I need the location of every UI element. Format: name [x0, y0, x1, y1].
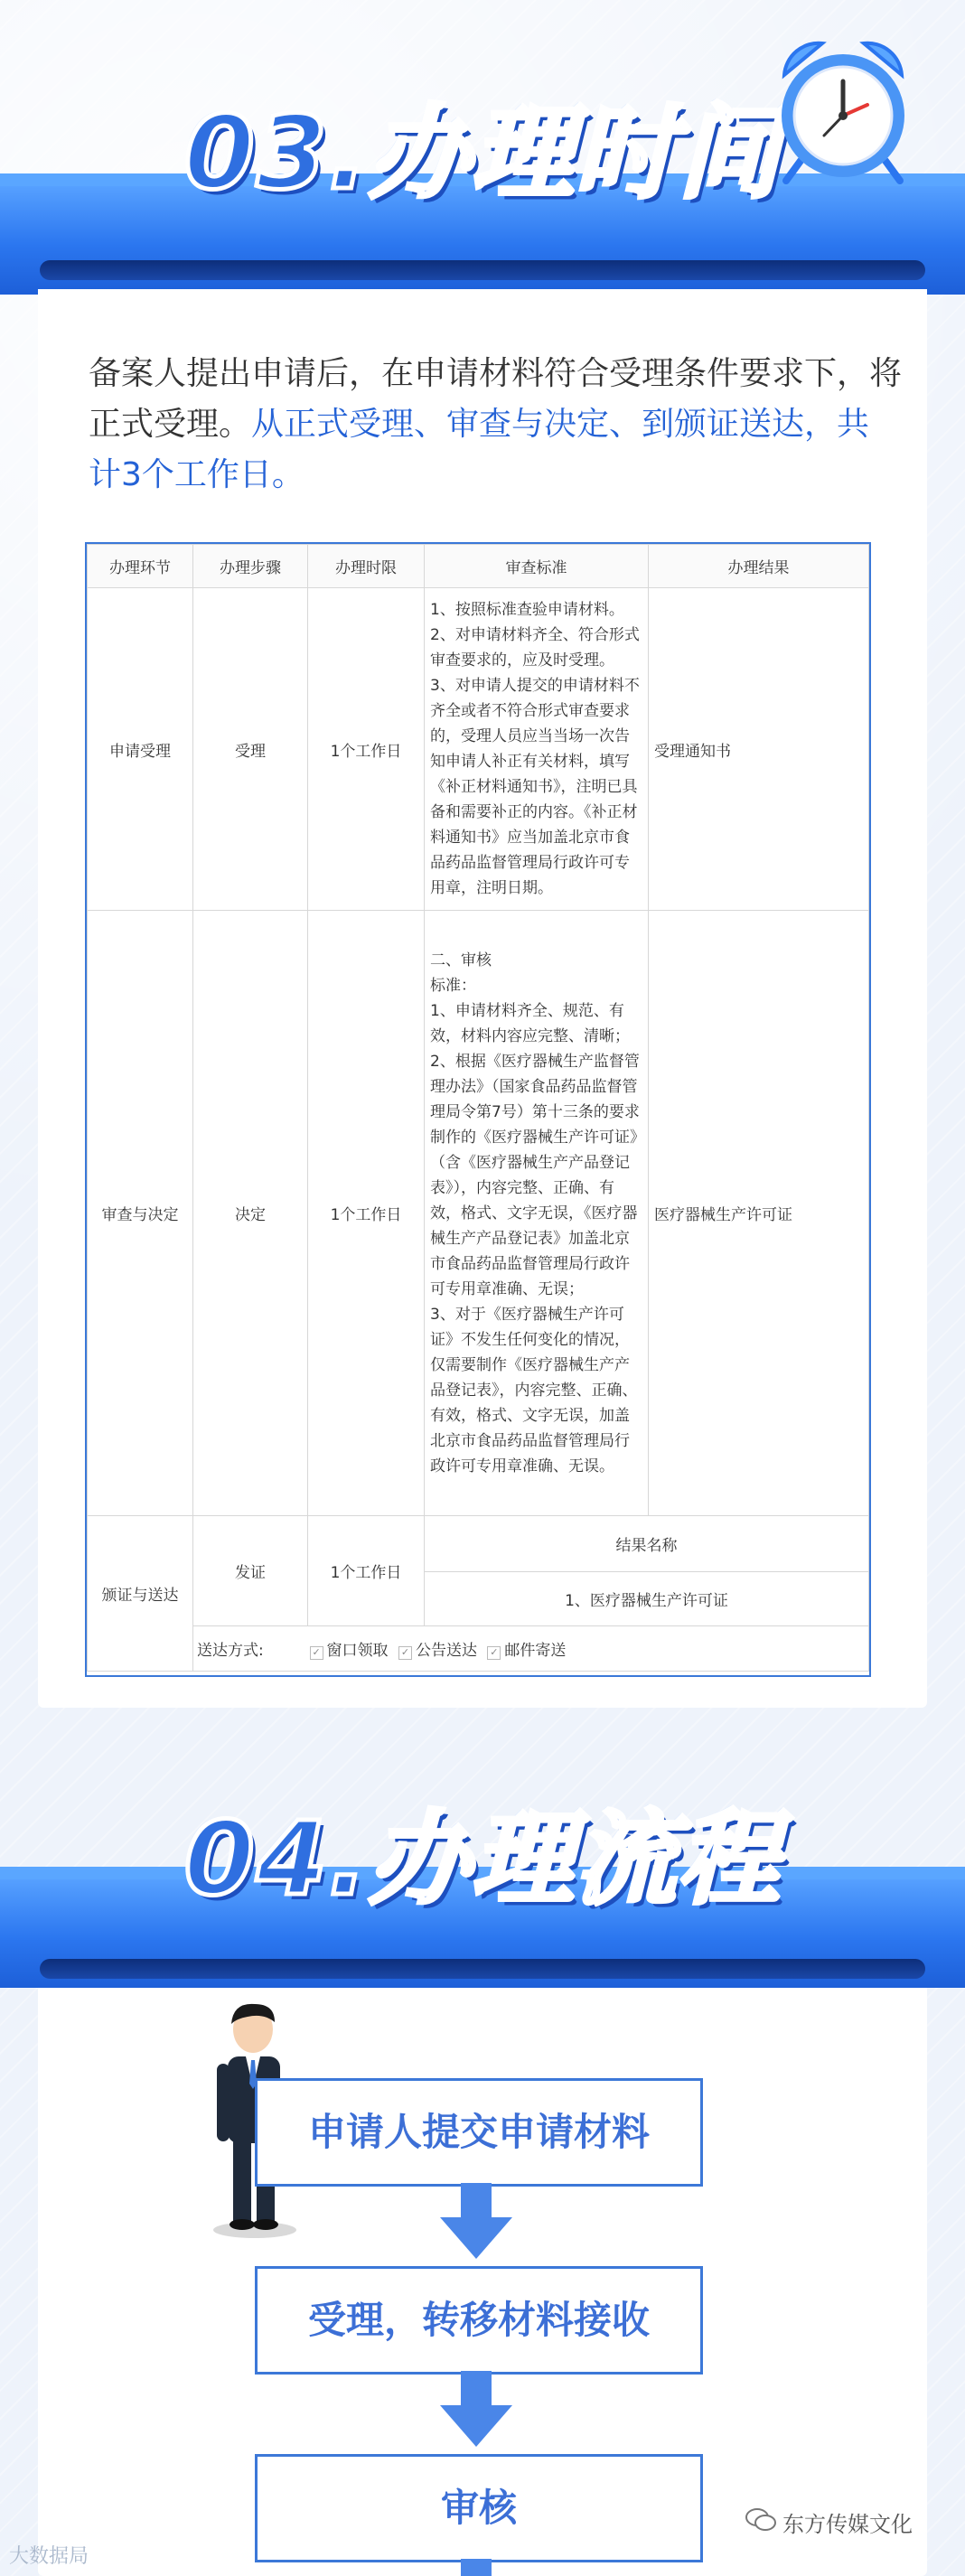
checkbox-icon[interactable]: ✓: [398, 1646, 412, 1660]
section-title-time: 03.办理时间: [183, 95, 782, 212]
step-cell: 决定: [193, 911, 308, 1516]
banner-rod: [40, 260, 925, 280]
result-item-cell: 1、医疗器械生产许可证: [425, 1572, 869, 1626]
result-name-header: 结果名称: [425, 1516, 869, 1572]
alarm-clock-icon: [766, 25, 920, 188]
limit-cell: 1个工作日: [308, 911, 425, 1516]
delivery-option: 邮件寄送: [504, 1642, 567, 1660]
standard-cell: 1、按照标准查验申请材料。 2、对申请材料齐全、符合形式审查要求的，应及时受理。 3、对申请人提交的申请材料不齐全或者不符合形式审查要求的，受理人员应当当场一次告知申请人补正有关材料，填写《补正材料通知书》，注明已具备和需要补正的内容。《补正材料通知书》应当加盖北京市食品药品监督管理局行政许可专用章，注明日期。: [425, 588, 649, 911]
result-cell: 医疗器械生产许可证: [649, 911, 869, 1516]
flow-arrow-head: [440, 2217, 512, 2259]
table-header-row: [88, 545, 869, 588]
limit-cell: 1个工作日: [308, 588, 425, 911]
checkbox-icon[interactable]: ✓: [487, 1646, 501, 1660]
intro-text: [89, 349, 902, 501]
limit-cell: 1个工作日: [308, 1516, 425, 1626]
table-row: [88, 1516, 869, 1572]
table-row: [88, 911, 869, 1516]
header-cell: 办理环节: [88, 545, 193, 588]
stage-cell: 颁证与送达: [88, 1516, 193, 1672]
section-title-flow: 04.办理流程: [183, 1801, 782, 1918]
stage-cell: 申请受理: [88, 588, 193, 911]
flow-step-accept: 受理，转移材料接收: [255, 2266, 703, 2375]
header-cell: 办理结果: [649, 545, 869, 588]
intro-plain: 备案人提出申请后，在申请材料符合受理条件要求下，将正式受理。: [89, 355, 903, 443]
flow-step-submit: 申请人提交申请材料: [255, 2078, 703, 2187]
intro-highlight: 从正式受理、审查与决定、到颁证送达，共计3个工作日。: [89, 406, 870, 493]
watermark-right: 东方传媒文化: [782, 2512, 913, 2537]
process-table: [85, 542, 871, 1677]
step-cell: 发证: [193, 1516, 308, 1626]
standard-cell: 二、审核 标准： 1、申请材料齐全、规范、有效，材料内容应完整、清晰； 2、根据《医疗器械生产监督管理办法》（国家食品药品监督管理局令第7号）第十三条的要求制作的《医疗器械生产许可证》（含《医疗器械生产产品登记表》），内容完整、正确、有效，格式、文字无误，《医疗器械生产产品登记表》加盖北京市食品药品监督管理局行政许可专用章准确、无误； 3、对于《医疗器械生产许可证》不发生任何变化的情况，仅需要制作《医疗器械生产产品登记表》，内容完整、正确、有效，格式、文字无误，加盖北京市食品药品监督管理局行政许可专用章准确、无误。: [425, 911, 649, 1516]
banner-rod: [40, 1959, 925, 1979]
result-cell: 受理通知书: [649, 588, 869, 911]
flow-arrow-head: [440, 2405, 512, 2447]
table-row: [88, 588, 869, 911]
header-cell: 办理时限: [308, 545, 425, 588]
delivery-row: [193, 1626, 869, 1672]
stage-cell: 审查与决定: [88, 911, 193, 1516]
table-row: [88, 1626, 869, 1672]
header-cell: 审查标准: [425, 545, 649, 588]
watermark-left: 大数据局: [9, 2545, 89, 2568]
flow-arrow: [461, 2371, 492, 2407]
delivery-option: 公告送达: [415, 1642, 477, 1660]
checkbox-icon[interactable]: ✓: [310, 1646, 323, 1660]
delivery-label: 送达方式:: [197, 1642, 264, 1660]
header-cell: 办理步骤: [193, 545, 308, 588]
flow-arrow: [461, 2183, 492, 2219]
wechat-icon: [745, 2506, 777, 2534]
flow-arrow: [461, 2559, 492, 2576]
delivery-option: 窗口领取: [326, 1642, 389, 1660]
step-cell: 受理: [193, 588, 308, 911]
flow-step-review: 审核: [255, 2454, 703, 2562]
process-grid: [87, 544, 869, 1672]
